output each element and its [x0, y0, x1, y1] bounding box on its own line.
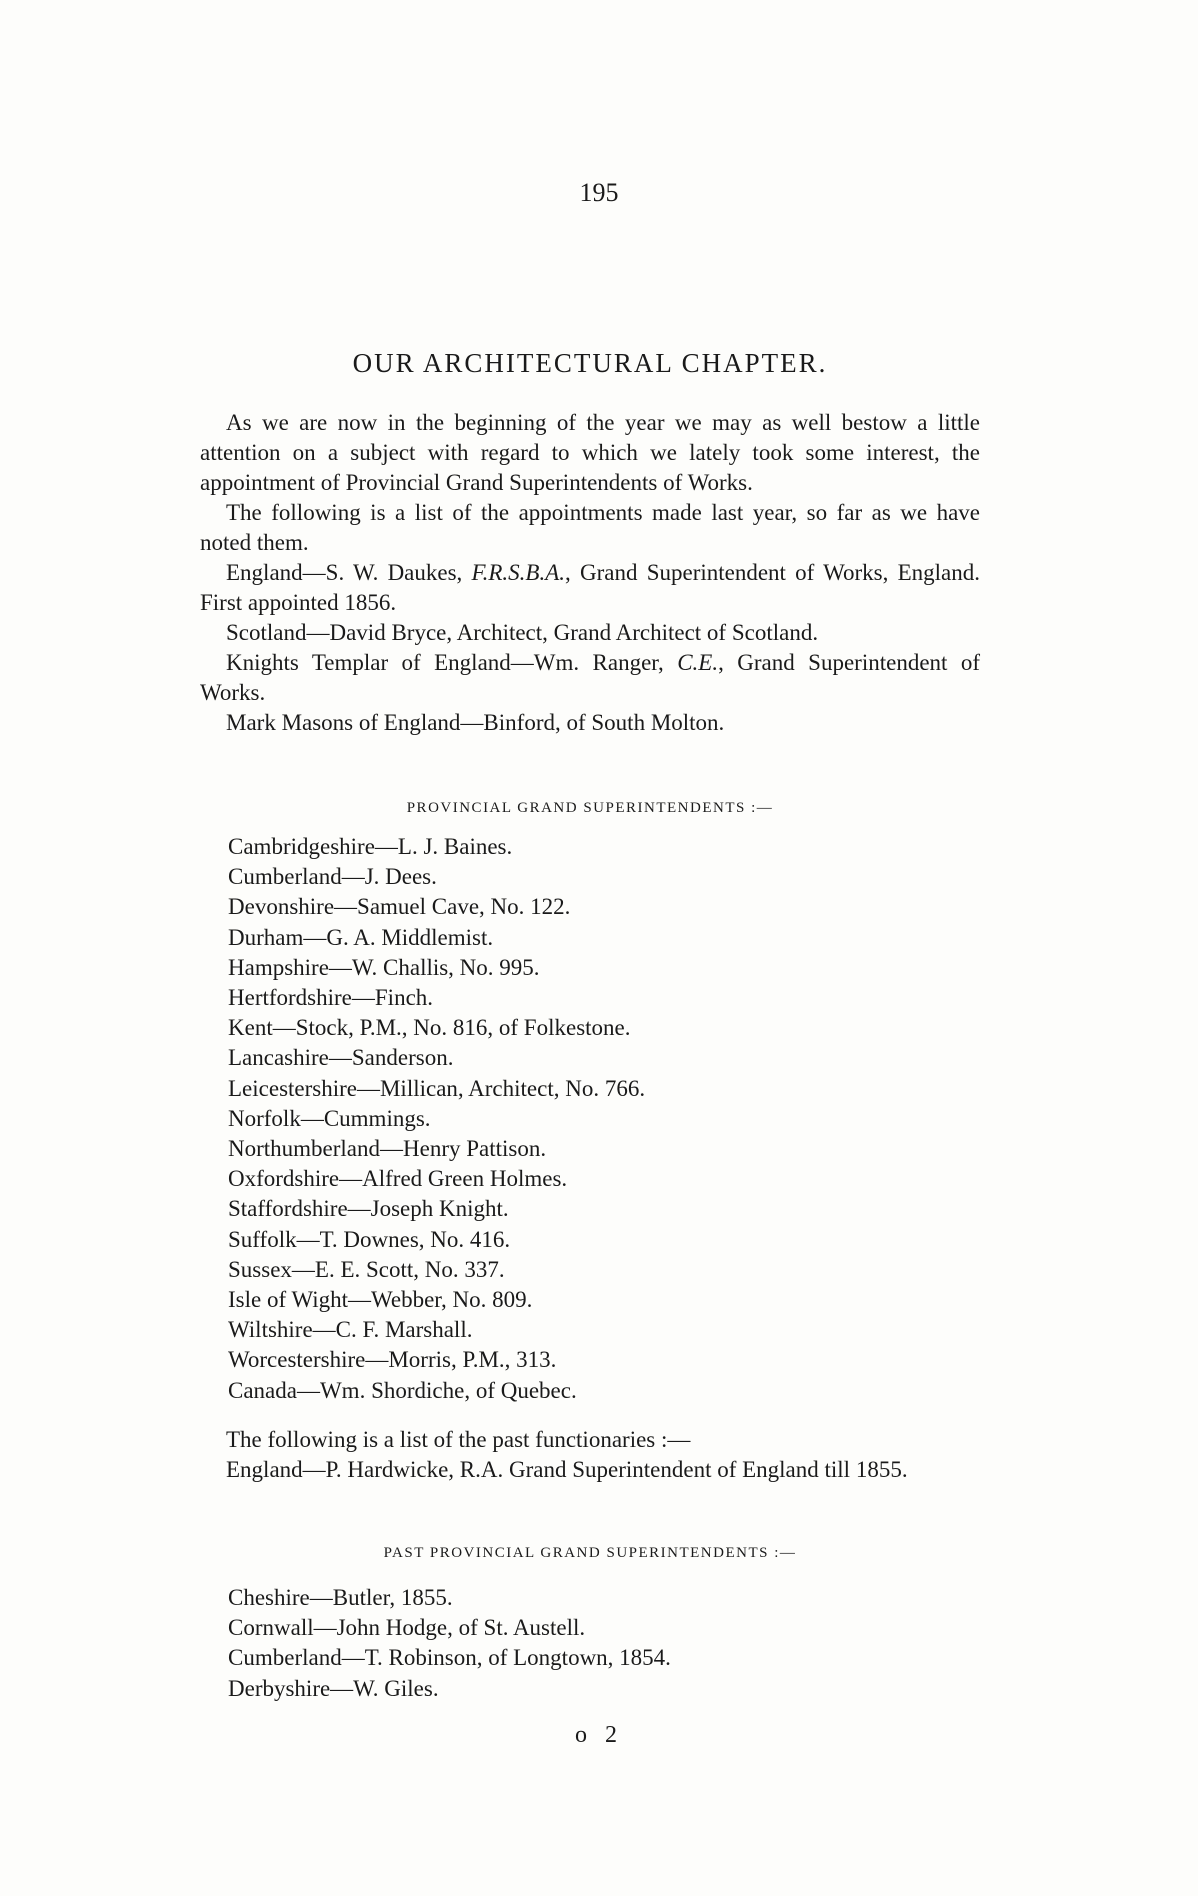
list-item: Cumberland—T. Robinson, of Longtown, 1854.	[228, 1645, 671, 1671]
intro-section	[200, 408, 980, 738]
knights-templar-title: C.E.	[677, 650, 719, 675]
signature-mark: o 2	[575, 1722, 623, 1748]
past-list	[228, 1583, 968, 1704]
past-heading: PAST PROVINCIAL GRAND SUPERINTENDENTS :—	[383, 1545, 797, 1561]
past-intro: The following is a list of the past functionaries :—	[226, 1427, 691, 1452]
england-entry-title: F.R.S.B.A.	[471, 560, 566, 585]
list-item: Wiltshire—C. F. Marshall.	[228, 1317, 473, 1343]
list-item: Devonshire—Samuel Cave, No. 122.	[228, 894, 571, 920]
past-section	[200, 1425, 980, 1485]
list-item: Hampshire—W. Challis, No. 995.	[228, 954, 540, 980]
list-item: Derbyshire—W. Giles.	[228, 1675, 439, 1701]
list-item: Sussex—E. E. Scott, No. 337.	[228, 1256, 505, 1282]
page-number: 195	[579, 178, 619, 207]
knights-templar-text: , Grand Superintendent of Works.	[200, 650, 980, 705]
list-item: Leicestershire—Millican, Architect, No. 766.	[228, 1075, 646, 1101]
intro-paragraph: As we are now in the beginning of the year we may as well bestow a little attention on a subject with regard to which we lately took some interest, the appointment of Provincial Grand Superintendents of Works.	[200, 410, 980, 495]
list-item: Cambridgeshire—L. J. Baines.	[228, 834, 513, 859]
provincial-list	[228, 832, 968, 1406]
knights-templar-entry	[200, 648, 980, 708]
england-entry-text: England—S. W. Daukes,	[226, 560, 472, 585]
list-item: Cheshire—Butler, 1855.	[228, 1585, 453, 1610]
list-item: Oxfordshire—Alfred Green Holmes.	[228, 1166, 568, 1192]
intro-paragraph: The following is a list of the appointments made last year, so far as we have noted them.	[200, 500, 980, 555]
england-entry-text: , Grand Superintendent of Works, England. First appointed 1856.	[200, 560, 980, 615]
list-item: Cumberland—J. Dees.	[228, 864, 437, 890]
list-item: Cornwall—John Hodge, of St. Austell.	[228, 1615, 586, 1641]
list-item: Kent—Stock, P.M., No. 816, of Folkestone.	[228, 1015, 631, 1041]
list-item: Hertfordshire—Finch.	[228, 985, 434, 1011]
provincial-heading: PROVINCIAL GRAND SUPERINTENDENTS :—	[406, 800, 774, 816]
list-item: Durham—G. A. Middlemist.	[228, 924, 494, 950]
list-item: Isle of Wight—Webber, No. 809.	[228, 1287, 533, 1313]
list-item: Worcestershire—Morris, P.M., 313.	[228, 1347, 557, 1373]
past-england-entry: England—P. Hardwicke, R.A. Grand Superintendent of England till 1855.	[226, 1457, 908, 1482]
list-item: Lancashire—Sanderson.	[228, 1045, 454, 1071]
chapter-title: OUR ARCHITECTURAL CHAPTER.	[352, 348, 828, 378]
knights-templar-text: Knights Templar of England—Wm. Ranger,	[226, 650, 678, 675]
england-entry	[200, 558, 980, 618]
list-item: Canada—Wm. Shordiche, of Quebec.	[228, 1377, 577, 1403]
mark-masons-entry: Mark Masons of England—Binford, of South Molton.	[226, 710, 725, 735]
list-item: Staffordshire—Joseph Knight.	[228, 1196, 509, 1222]
scotland-entry: Scotland—David Bryce, Architect, Grand Architect of Scotland.	[226, 620, 819, 645]
list-item: Northumberland—Henry Pattison.	[228, 1136, 547, 1162]
list-item: Suffolk—T. Downes, No. 416.	[228, 1226, 511, 1252]
list-item: Norfolk—Cummings.	[228, 1105, 431, 1131]
